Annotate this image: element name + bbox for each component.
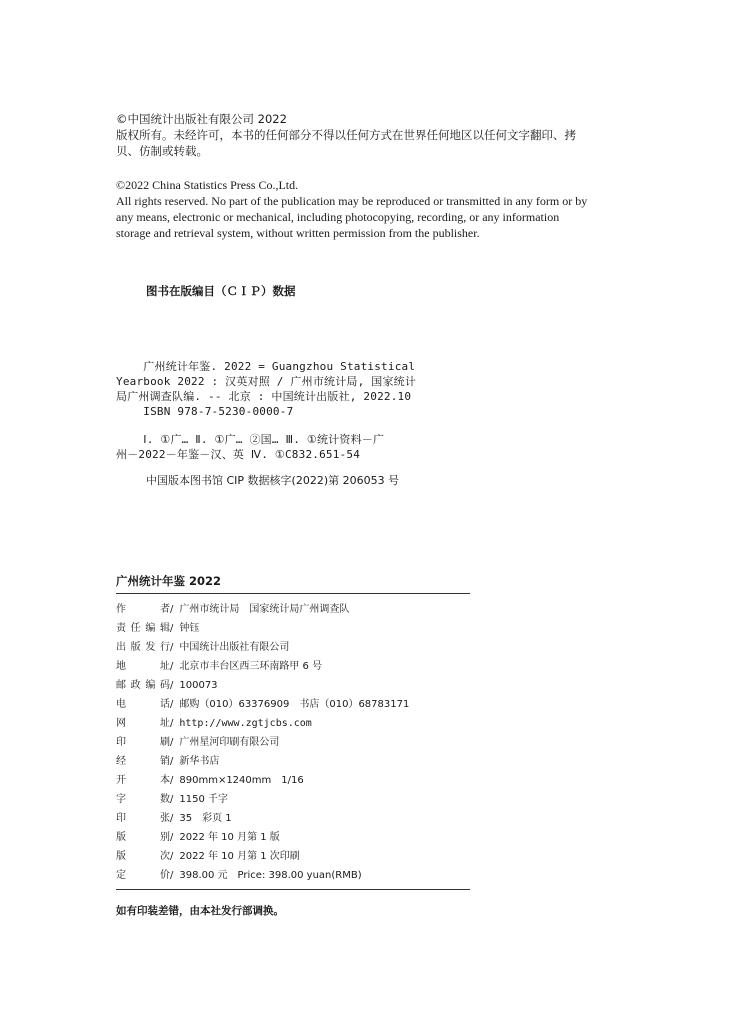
- colophon-value: 中国统计出版社有限公司: [179, 642, 290, 653]
- colophon-row-publisher: [116, 641, 289, 655]
- colophon-label: 定 价: [116, 870, 170, 881]
- copyright-en-line3: any means, electronic or mechanical, including photocopying, recording, or any information: [116, 210, 560, 224]
- colophon-value: 1150 千字: [179, 794, 229, 805]
- colophon-label: 网 址: [116, 718, 170, 729]
- copyright-en-line4: storage and retrieval system, without written permission from the publisher.: [116, 226, 480, 240]
- colophon-value: 钟钰: [179, 623, 200, 634]
- colophon-value: 北京市丰台区西三环南路甲 6 号: [179, 661, 323, 672]
- colophon-value: 2022 年 10 月第 1 版: [179, 832, 280, 843]
- colophon-row-word-count: [116, 793, 228, 807]
- colophon-slash: /: [170, 756, 174, 767]
- colophon-row-edition: [116, 831, 280, 845]
- colophon-row-sheets: [116, 812, 232, 826]
- colophon-value: 2022 年 10 月第 1 次印刷: [179, 851, 300, 862]
- copyright-en-line2: All rights reserved. No part of the publication may be reproduced or transmitted in any form or by: [116, 194, 588, 208]
- colophon-slash: /: [170, 680, 174, 691]
- colophon-label: 字 数: [116, 794, 170, 805]
- colophon-row-printer: [116, 736, 279, 750]
- colophon-value: 398.00 元 Price: 398.00 yuan(RMB): [179, 870, 362, 881]
- cip-line-2: Yearbook 2022 : 汉英对照 / 广州市统计局, 国家统计: [116, 375, 417, 388]
- colophon-slash: /: [170, 718, 174, 729]
- colophon-label: 版 别: [116, 832, 170, 843]
- colophon-slash: /: [170, 870, 174, 881]
- colophon-row-printing: [116, 850, 300, 864]
- colophon-value: 100073: [179, 680, 218, 691]
- copyright-cn-line3: 贝、仿制或转载。: [116, 144, 208, 158]
- colophon-value: 新华书店: [179, 756, 220, 767]
- cip-heading: 图书在版编目（ＣＩＰ）数据: [146, 284, 296, 298]
- colophon-row-editor: [116, 622, 199, 636]
- colophon-label: 印 张: [116, 813, 170, 824]
- cip-line-3: 局广州调查队编. -- 北京 : 中国统计出版社, 2022.10: [116, 390, 412, 403]
- colophon-label: 印 刷: [116, 737, 170, 748]
- copyright-cn-line1: ©中国统计出版社有限公司 2022: [116, 112, 287, 126]
- colophon-value: 广州星河印刷有限公司: [179, 737, 280, 748]
- colophon-label: 经 销: [116, 756, 170, 767]
- colophon-slash: /: [170, 813, 174, 824]
- colophon-value: 890mm×1240mm 1/16: [179, 775, 304, 786]
- cip-core-number: 中国版本图书馆 CIP 数据核字(2022)第 206053 号: [146, 474, 400, 487]
- colophon-label: 出版发行: [116, 642, 170, 653]
- colophon-row-phone: [116, 698, 409, 712]
- colophon-slash: /: [170, 832, 174, 843]
- colophon-value: 35 彩页 1: [179, 813, 232, 824]
- colophon-slash: /: [170, 699, 174, 710]
- colophon-row-price: [116, 869, 362, 883]
- cip-class-line-1: Ⅰ. ①广… Ⅱ. ①广… ②国… Ⅲ. ①统计资料－广: [116, 433, 385, 446]
- colophon-slash: /: [170, 737, 174, 748]
- colophon-row-website: [116, 717, 312, 731]
- colophon-slash: /: [170, 794, 174, 805]
- cip-line-4: ISBN 978-7-5230-0000-7: [116, 405, 294, 418]
- colophon-slash: /: [170, 642, 174, 653]
- colophon-row-author: [116, 603, 349, 617]
- top-divider: [116, 593, 470, 594]
- colophon-row-postcode: [116, 679, 218, 693]
- colophon-label: 作 者: [116, 604, 170, 615]
- colophon-label: 电 话: [116, 699, 170, 710]
- website-link[interactable]: http://www.zgtjcbs.com: [179, 718, 312, 729]
- colophon-slash: /: [170, 604, 174, 615]
- cip-line-1: 广州统计年鉴. 2022 = Guangzhou Statistical: [116, 360, 416, 373]
- colophon-label: 邮政编码: [116, 680, 170, 691]
- colophon-label: 版 次: [116, 851, 170, 862]
- colophon-label: 责任编辑: [116, 623, 170, 634]
- colophon-slash: /: [170, 623, 174, 634]
- colophon-slash: /: [170, 851, 174, 862]
- copyright-cn-line2: 版权所有。未经许可，本书的任何部分不得以任何方式在世界任何地区以任何文字翻印、拷: [116, 128, 576, 142]
- cip-class-line-2: 州－2022－年鉴－汉、英 Ⅳ. ①C832.651-54: [116, 448, 361, 461]
- colophon-value: 邮购（010）63376909 书店（010）68783171: [179, 699, 410, 710]
- colophon-slash: /: [170, 775, 174, 786]
- colophon-slash: /: [170, 661, 174, 672]
- copyright-en-line1: ©2022 China Statistics Press Co.,Ltd.: [116, 178, 299, 192]
- print-error-notice: 如有印装差错，由本社发行部调换。: [116, 905, 284, 917]
- colophon-row-address: [116, 660, 322, 674]
- colophon-label: 开 本: [116, 775, 170, 786]
- bottom-divider: [116, 889, 470, 890]
- book-title: 广州统计年鉴 2022: [116, 574, 222, 588]
- colophon-row-distributor: [116, 755, 219, 769]
- colophon-row-format: [116, 774, 304, 788]
- colophon-label: 地 址: [116, 661, 170, 672]
- colophon-value: 广州市统计局 国家统计局广州调查队: [179, 604, 350, 615]
